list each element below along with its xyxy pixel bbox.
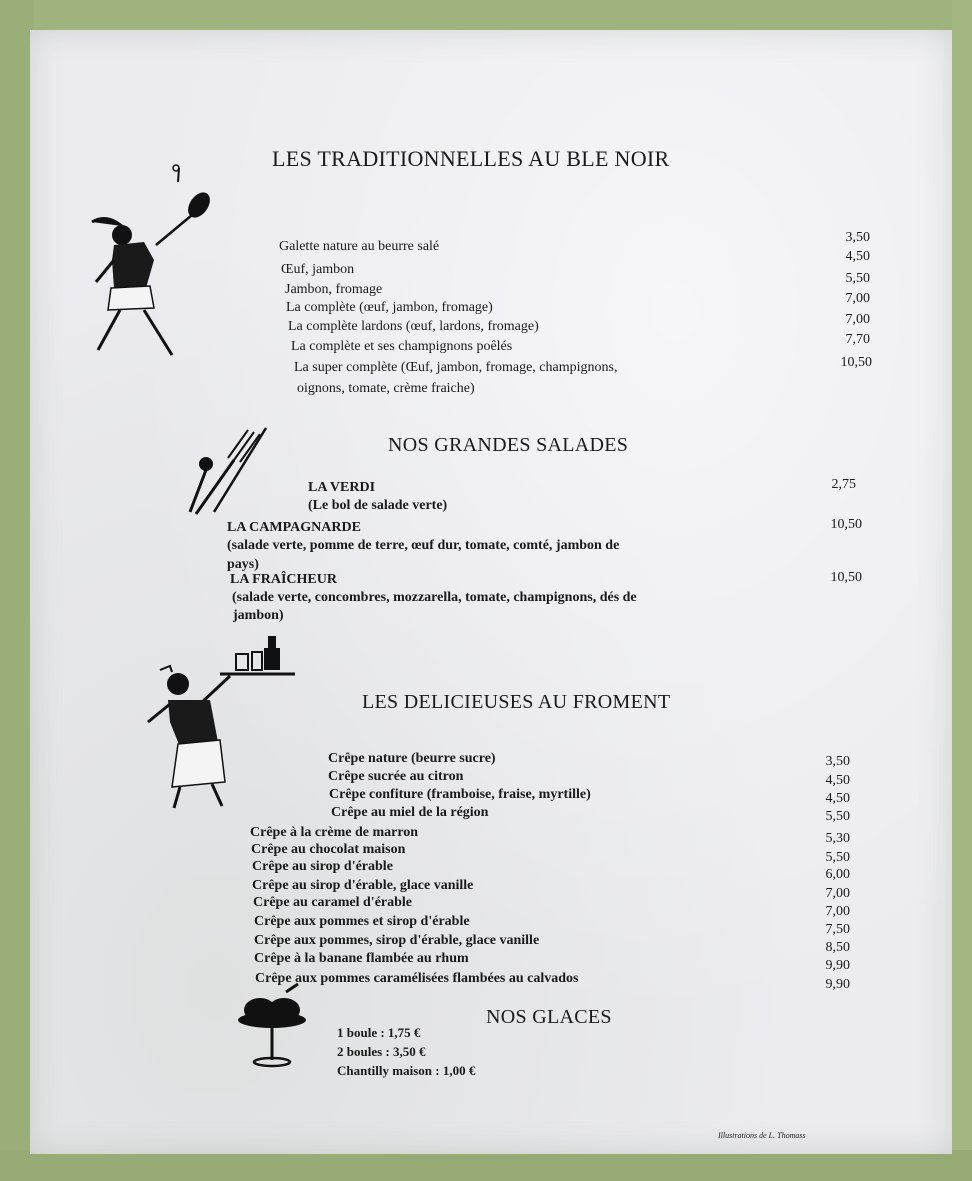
salad-name: LA FRAÎCHEUR xyxy=(230,572,337,587)
menu-price: 7,70 xyxy=(845,332,870,347)
menu-item: Crêpe à la banane flambée au rhum xyxy=(254,951,469,966)
section-title-traditionnelles: LES TRADITIONNELLES AU BLE NOIR xyxy=(272,146,670,171)
menu-item: Crêpe au caramel d'érable xyxy=(253,895,413,910)
frame-left xyxy=(0,0,34,1181)
menu-price: 5,50 xyxy=(825,809,850,824)
menu-item: Galette nature au beurre salé xyxy=(279,239,440,254)
menu-item: Crêpe nature (beurre sucre) xyxy=(328,751,496,766)
menu-item: Crêpe aux pommes caramélisées flambées au calvados xyxy=(255,971,579,986)
menu-price: 7,00 xyxy=(845,312,870,327)
menu-item: Crêpe confiture (framboise, fraise, myrtille) xyxy=(329,787,591,802)
menu-price: 10,50 xyxy=(830,570,862,585)
ice-cream-price: Chantilly maison : 1,00 € xyxy=(337,1063,476,1078)
menu-item-continued: oignons, tomate, crème fraiche) xyxy=(297,381,475,396)
salad-desc-continued: jambon) xyxy=(233,608,284,623)
menu-price: 3,50 xyxy=(825,754,850,769)
menu-price: 7,00 xyxy=(825,904,850,919)
menu-price: 2,75 xyxy=(831,477,856,492)
menu-price: 4,50 xyxy=(845,249,870,264)
menu-price: 8,50 xyxy=(825,940,850,955)
menu-item: La complète et ses champignons poêlés xyxy=(291,339,513,354)
waitress-with-tray-illustration xyxy=(140,632,300,812)
section-title-froment: LES DELICIEUSES AU FROMENT xyxy=(362,691,671,713)
fork-knife-spoon-illustration xyxy=(184,422,276,517)
menu-item: Crêpe au miel de la région xyxy=(331,805,489,820)
menu-item: Crêpe aux pommes, sirop d'érable, glace vanille xyxy=(254,933,540,948)
salad-desc: (salade verte, concombres, mozzarella, tomate, champignons, dés de xyxy=(232,590,637,605)
menu-item: La complète lardons (œuf, lardons, fromage) xyxy=(288,319,539,334)
menu-item: La super complète (Œuf, jambon, fromage, champignons, xyxy=(294,360,618,375)
menu-price: 3,50 xyxy=(845,230,870,245)
section-title-glaces: NOS GLACES xyxy=(486,1006,612,1028)
menu-price: 10,50 xyxy=(830,517,862,532)
menu-item: Crêpe au sirop d'érable xyxy=(252,859,393,874)
ice-cream-cup-illustration xyxy=(232,982,314,1068)
frame-bottom xyxy=(0,1150,972,1181)
salad-desc-continued: pays) xyxy=(227,557,259,572)
menu-price: 10,50 xyxy=(840,355,872,370)
menu-price: 7,00 xyxy=(825,886,850,901)
menu-item: Crêpe au chocolat maison xyxy=(251,842,406,857)
menu-item: Œuf, jambon xyxy=(281,262,355,277)
section-title-salades: NOS GRANDES SALADES xyxy=(388,434,629,456)
menu-price: 7,00 xyxy=(845,291,870,306)
menu-price: 5,30 xyxy=(825,831,850,846)
menu-item: Jambon, fromage xyxy=(285,282,383,297)
menu-item: Crêpe au sirop d'érable, glace vanille xyxy=(252,878,474,893)
menu-item: La complète (œuf, jambon, fromage) xyxy=(286,300,493,315)
menu-price: 9,90 xyxy=(825,977,850,992)
menu-price: 9,90 xyxy=(825,958,850,973)
menu-price: 5,50 xyxy=(845,271,870,286)
chef-with-pan-illustration xyxy=(84,160,214,360)
ice-cream-price: 1 boule : 1,75 € xyxy=(337,1025,421,1040)
menu-item: Crêpe sucrée au citron xyxy=(328,769,464,784)
menu-item: Crêpe aux pommes et sirop d'érable xyxy=(254,914,470,929)
salad-name: LA VERDI xyxy=(308,480,376,495)
menu-item: Crêpe à la crème de marron xyxy=(250,825,419,840)
menu-price: 6,00 xyxy=(825,867,850,882)
frame-right xyxy=(952,0,972,1181)
salad-desc: (Le bol de salade verte) xyxy=(308,498,448,513)
salad-desc: (salade verte, pomme de terre, œuf dur, tomate, comté, jambon de xyxy=(227,538,620,553)
menu-price: 5,50 xyxy=(825,850,850,865)
menu-price: 4,50 xyxy=(825,791,850,806)
salad-name: LA CAMPAGNARDE xyxy=(227,520,361,535)
menu-price: 7,50 xyxy=(825,922,850,937)
menu-price: 4,50 xyxy=(825,773,850,788)
ice-cream-price: 2 boules : 3,50 € xyxy=(337,1044,426,1059)
illustration-credit: Illustrations de L. Thomass xyxy=(718,1131,806,1140)
